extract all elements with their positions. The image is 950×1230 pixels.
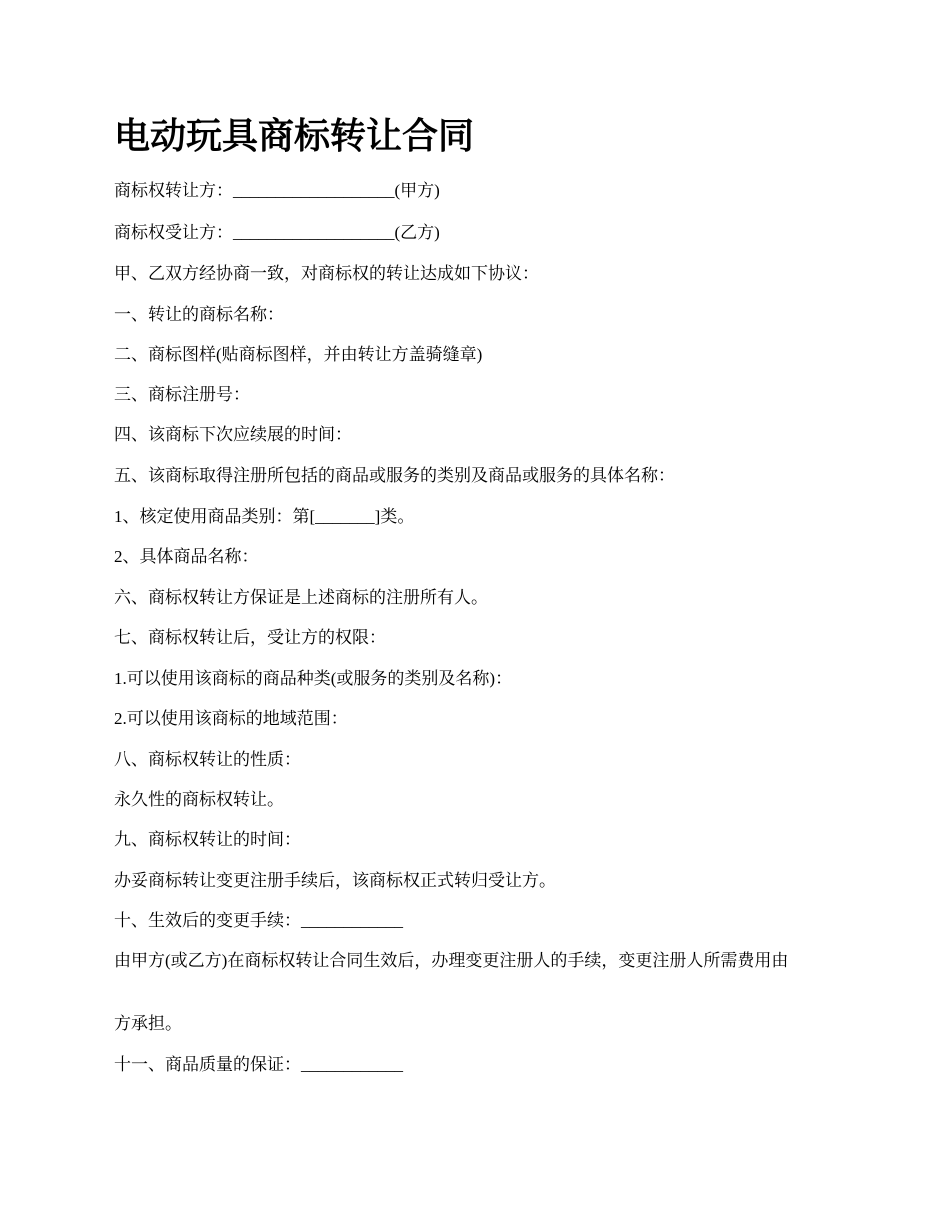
paragraph-clause-8: 八、商标权转让的性质： [114, 750, 301, 769]
paragraph-clause-5-item-2: 2、具体商品名称： [114, 547, 259, 566]
paragraph-clause-5-item-1: 1、核定使用商品类别：第[_______]类。 [114, 507, 415, 526]
paragraph-clause-10: 十、生效后的变更手续：____________ [114, 911, 403, 930]
paragraph-transferor: 商标权转让方：___________________(甲方) [114, 181, 440, 200]
paragraph-clause-7: 七、商标权转让后，受让方的权限： [114, 628, 386, 647]
paragraph-clause-7-item-1: 1.可以使用该商标的商品种类(或服务的类别及名称)： [114, 669, 513, 688]
paragraph-agreement-intro: 甲、乙双方经协商一致，对商标权的转让达成如下协议： [114, 264, 539, 283]
paragraph-clause-8-body: 永久性的商标权转让。 [114, 790, 284, 809]
document-title: 电动玩具商标转让合同 [114, 115, 475, 157]
paragraph-clause-3: 三、商标注册号： [114, 385, 250, 404]
paragraph-clause-4: 四、该商标下次应续展的时间： [114, 425, 352, 444]
paragraph-clause-1: 一、转让的商标名称： [114, 305, 284, 324]
paragraph-clause-9: 九、商标权转让的时间： [114, 830, 301, 849]
paragraph-clause-10-body: 由甲方(或乙方)在商标权转让合同生效后，办理变更注册人的手续，变更注册人所需费用由 [114, 951, 789, 970]
paragraph-clause-5: 五、该商标取得注册所包括的商品或服务的类别及商品或服务的具体名称： [114, 466, 675, 485]
paragraph-clause-10-body-cont: 方承担。 [114, 1014, 182, 1033]
paragraph-clause-7-item-2: 2.可以使用该商标的地域范围： [114, 709, 348, 728]
paragraph-clause-6: 六、商标权转让方保证是上述商标的注册所有人。 [114, 588, 488, 607]
paragraph-clause-9-body: 办妥商标转让变更注册手续后，该商标权正式转归受让方。 [114, 871, 556, 890]
paragraph-clause-2: 二、商标图样(贴商标图样，并由转让方盖骑缝章) [114, 345, 483, 364]
paragraph-transferee: 商标权受让方：___________________(乙方) [114, 223, 440, 242]
paragraph-clause-11: 十一、商品质量的保证：____________ [114, 1055, 403, 1074]
